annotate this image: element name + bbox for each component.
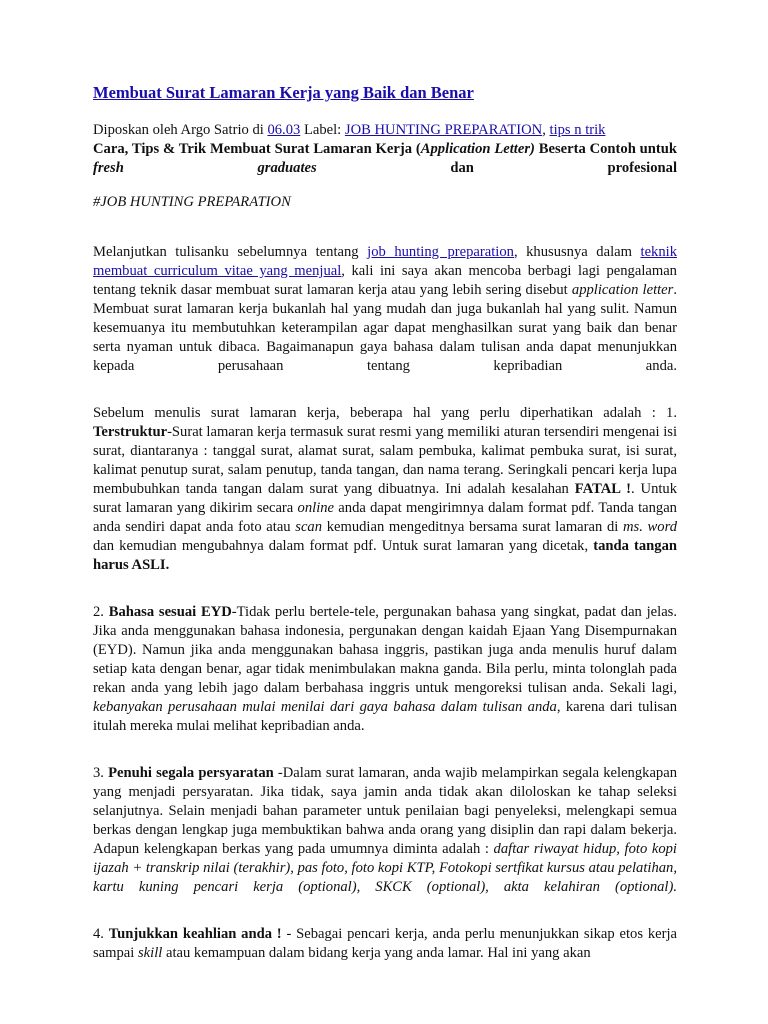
p1-text-2: -Surat lamaran kerja termasuk surat resmi yang memiliki aturan tersendiri mengenai isi surat, diantaranya : tanggal surat, alamat surat, salam pembuka, kalimat pembuka surat, isi surat, kalimat penutup surat, salam penutup, tanda tangan, dan nama terang. Seringkali pencari kerja lupa membubuhkan tanda tangan dalam surat yang dibuatnya. Ini adalah kesalahan bbox=[93, 424, 677, 497]
posted-by-text: Diposkan oleh Argo Satrio di bbox=[93, 122, 264, 138]
intro-text-1: Melanjutkan tulisanku sebelumnya tentang bbox=[93, 244, 368, 260]
label-link-job-hunting[interactable]: JOB HUNTING PREPARATION bbox=[344, 122, 543, 138]
p1-text-5: kemudian mengeditnya bersama surat lamaran di bbox=[322, 519, 623, 535]
post-subtitle bbox=[93, 140, 677, 178]
job-hunting-preparation-link[interactable]: job hunting preparation bbox=[367, 244, 514, 260]
p3-italic-1: daftar riwayat hidup, foto kopi ijazah + transkrip nilai (terakhir), pas foto, foto kopi KTP, Fotokopi sertfikat kursus atau pelatihan, kartu kuning pencari kerja (optional), SKCK (optional), akta kelahiran (optional). bbox=[93, 841, 677, 895]
intro-text-2: , khususnya dalam bbox=[513, 244, 641, 260]
p1-text-3: . Untuk surat lamaran yang dikirim secara bbox=[93, 481, 678, 516]
intro-italic-1: application letter bbox=[571, 282, 674, 298]
p4-italic-1: skill bbox=[138, 945, 163, 961]
post-title-link[interactable]: Membuat Surat Lamaran Kerja yang Baik dan Benar bbox=[93, 83, 474, 102]
hashtag-label: #JOB HUNTING PREPARATION bbox=[93, 194, 291, 210]
p4-text-2: - Sebagai pencari kerja, anda perlu menunjukkan sikap etos kerja sampai bbox=[93, 926, 678, 961]
p2-text-3: , karena dari tulisan itulah mereka mulai melihat kepribadian anda. bbox=[93, 699, 677, 734]
p2-bold-1: Bahasa sesuai EYD bbox=[108, 604, 232, 620]
point-2-paragraph bbox=[93, 603, 677, 736]
p1-text-1: Sebelum menulis surat lamaran kerja, beberapa hal yang perlu diperhatikan adalah : 1. bbox=[93, 405, 677, 421]
post-time-link[interactable]: 06.03 bbox=[267, 122, 301, 138]
p4-bold-1: Tunjukkan keahlian anda ! bbox=[108, 926, 282, 942]
intro-text-4: . Membuat surat lamaran kerja bukanlah hal yang mudah dan juga bukanlah hal yang sulit. Namun kesemuanya itu membutuhkan keterampilan agar dapat menghasilkan surat yang baik dan benar serta nyaman untuk dibaca. Bagaimanapun gaya bahasa dalam tulisan anda dapat menunjukkan kepada perusahaan tentang kepribadian anda. bbox=[93, 282, 678, 374]
point-3-paragraph bbox=[93, 764, 677, 897]
p1-bold-1: Terstruktur bbox=[93, 424, 168, 440]
post-title bbox=[93, 82, 677, 104]
p3-text-1: 3. bbox=[93, 765, 109, 781]
subtitle-text-3: dan profesional bbox=[316, 160, 677, 176]
p2-text-1: 2. bbox=[93, 604, 109, 620]
p4-text-1: 4. bbox=[93, 926, 109, 942]
p4-text-3: atau kemampuan dalam bidang kerja yang anda lamar. Hal ini yang akan bbox=[162, 945, 591, 961]
intro-paragraph bbox=[93, 243, 677, 376]
post-meta bbox=[93, 121, 677, 140]
point-1-paragraph bbox=[93, 404, 677, 575]
p3-bold-1: Penuhi segala persyaratan bbox=[108, 765, 274, 781]
p1-bold-2: FATAL ! bbox=[574, 481, 631, 497]
point-4-paragraph bbox=[93, 925, 677, 963]
p1-italic-3: ms. word bbox=[623, 519, 678, 535]
p3-text-2: -Dalam surat lamaran, anda wajib melampirkan segala kelengkapan yang menjadi persyaratan. Jika tidak, saya jamin anda tidak akan diloloskan ke tahap seleksi selanjutnya. Selain menjadi bahan parameter untuk penilaian bagi penyeleksi, melengkapi semua berkas dengan lengkap juga membuktikan bahwa anda orang yang disiplin dan rapi dalam bekerja. Adapun kelengkapan berkas yang pada umumnya diminta adalah : bbox=[93, 765, 677, 857]
p2-text-2: -Tidak perlu bertele-tele, pergunakan bahasa yang singkat, padat dan jelas. Jika anda menggunakan bahasa indonesia, pergunakan dengan kaidah Ejaan Yang Disempurnakan (EYD). Namun jika anda menggunakan bahasa inggris, pastikan juga anda menulis huruf dalam setiap kata dengan benar, agar tidak menimbulakan makna ganda. Bila perlu, minta tolonglah pada rekan anda yang lebih jago dalam berbahasa inggris untuk mengoreksi tulisan anda. Sekali lagi, bbox=[93, 604, 678, 696]
label-separator: , bbox=[542, 122, 546, 138]
p1-bold-3: tanda tangan harus ASLI. bbox=[93, 538, 677, 573]
subtitle-text-2: Beserta Contoh untuk bbox=[534, 141, 678, 157]
intro-text-3: , kali ini saya akan mencoba berbagi lagi pengalaman tentang teknik dasar membuat surat lamaran kerja atau yang lebih sering disebut bbox=[93, 263, 677, 298]
subtitle-italic-2: fresh graduates bbox=[93, 160, 317, 176]
p1-italic-2: scan bbox=[295, 519, 323, 535]
label-link-tips[interactable]: tips n trik bbox=[549, 122, 606, 138]
subtitle-italic-1: Application Letter) bbox=[420, 141, 535, 157]
label-prefix: Label: bbox=[303, 122, 342, 138]
p1-italic-1: online bbox=[297, 500, 335, 516]
subtitle-text-1: Cara, Tips & Trik Membuat Surat Lamaran Kerja ( bbox=[93, 141, 421, 157]
p2-italic-1: kebanyakan perusahaan mulai menilai dari gaya bahasa dalam tulisan anda bbox=[93, 699, 557, 715]
p1-text-4: anda dapat mengirimnya dalam format pdf. Tanda tangan anda sendiri dapat anda foto atau bbox=[93, 500, 677, 535]
document-body bbox=[93, 82, 677, 963]
p1-text-6: dan kemudian mengubahnya dalam format pdf. Untuk surat lamaran yang dicetak, bbox=[93, 538, 594, 554]
teknik-cv-link[interactable]: teknik membuat curriculum vitae yang menjual bbox=[93, 244, 677, 279]
